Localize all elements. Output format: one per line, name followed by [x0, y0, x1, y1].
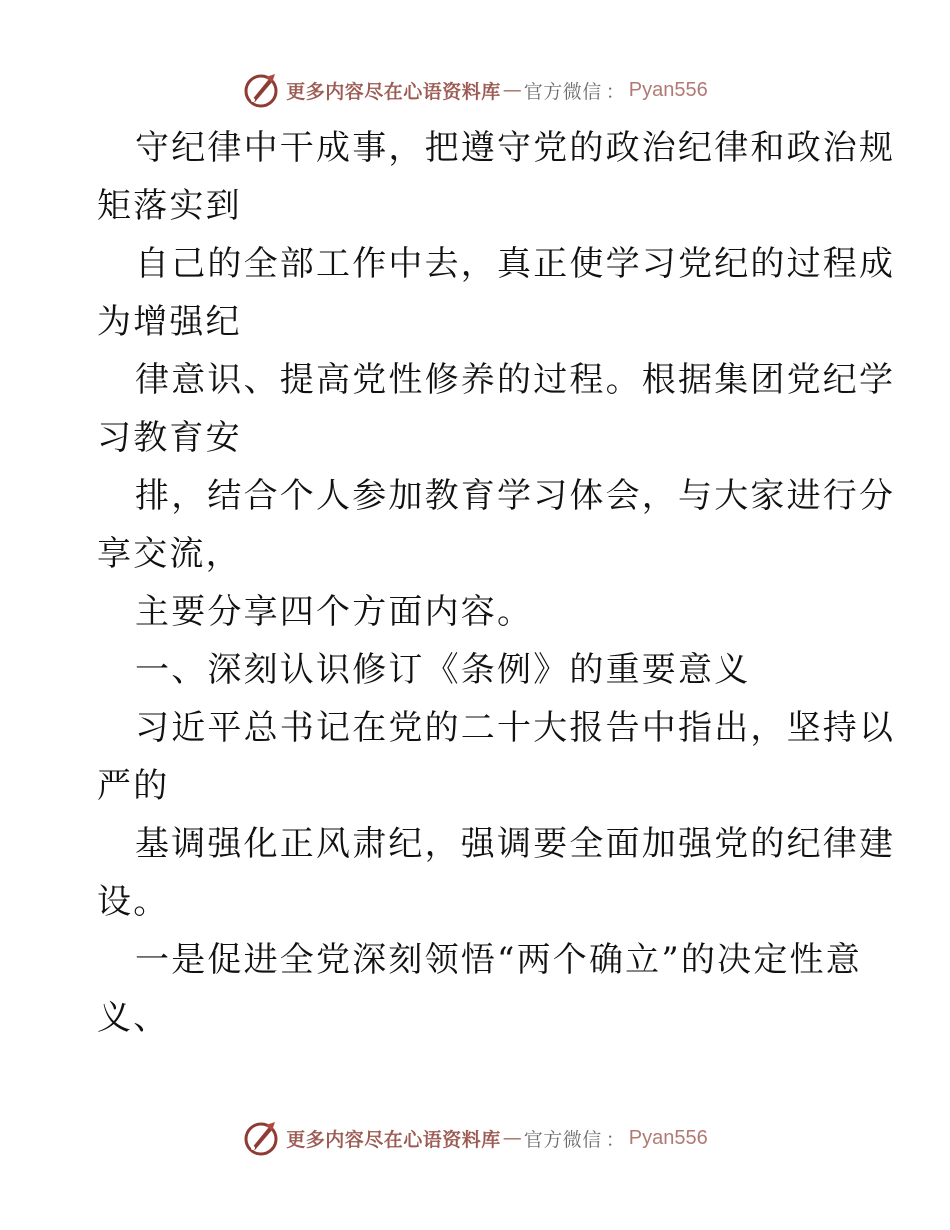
body-line: 严的: [97, 766, 170, 806]
banner-wechat-label: 官方微信: [523, 80, 602, 103]
banner-main-text: 更多内容尽在心语资料库: [286, 80, 501, 103]
banner-colon: ：: [605, 1128, 625, 1151]
body-line: 一是促进全党深刻领悟“两个确立”的决定性意: [135, 940, 862, 980]
banner-dash: —: [502, 79, 522, 101]
body-line: 习近平总书记在党的二十大报告中指出，坚持以: [135, 708, 896, 748]
header-banner: [0, 70, 950, 110]
footer-banner: [0, 1118, 950, 1158]
banner-wechat-id: Pyan556: [628, 1126, 708, 1149]
body-line: 享交流，: [97, 534, 242, 574]
body-line: 基调强化正风肃纪，强调要全面加强党的纪律建: [135, 824, 896, 864]
body-line: 自己的全部工作中去，真正使学习党纪的过程成: [135, 244, 896, 284]
body-line: 律意识、提高党性修养的过程。根据集团党纪学: [135, 360, 896, 400]
body-line: 为增强纪: [97, 302, 242, 342]
body-line: 排，结合个人参加教育学习体会，与大家进行分: [135, 476, 896, 516]
banner-main-text: 更多内容尽在心语资料库: [286, 1128, 501, 1151]
body-line: 矩落实到: [97, 186, 242, 226]
banner-wechat-id: Pyan556: [628, 78, 708, 101]
body-line: 主要分享四个方面内容。: [135, 592, 534, 632]
banner-colon: ：: [605, 80, 625, 103]
quill-logo-icon: [242, 71, 280, 109]
body-line: 义、: [97, 998, 170, 1038]
banner-wechat-label: 官方微信: [523, 1128, 602, 1151]
body-text: [97, 119, 896, 1047]
banner-dash: —: [502, 1127, 522, 1149]
section-heading: 一、深刻认识修订《条例》的重要意义: [135, 650, 751, 690]
quill-logo-icon: [242, 1119, 280, 1157]
body-line: 守纪律中干成事，把遵守党的政治纪律和政治规: [135, 128, 896, 168]
body-line: 设。: [97, 882, 170, 922]
body-line: 习教育安: [97, 418, 242, 458]
